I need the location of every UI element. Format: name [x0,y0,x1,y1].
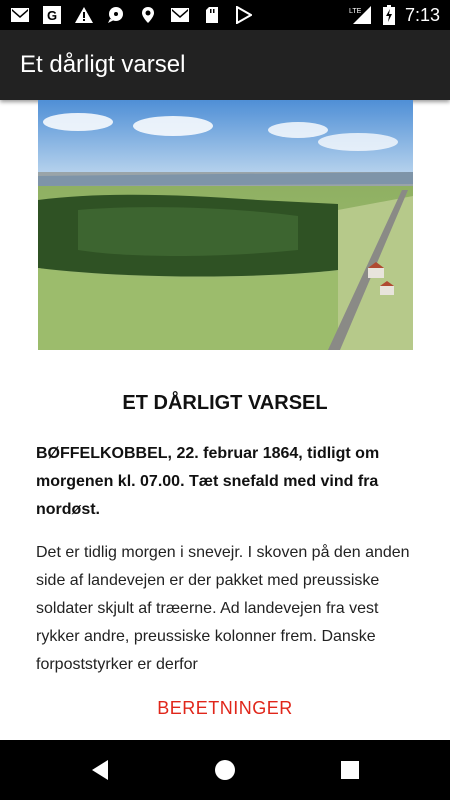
battery-charging-icon [383,5,395,25]
location-icon [138,5,158,25]
g-icon [42,5,62,25]
app-bar [0,30,450,100]
status-time: 7:13 [404,5,440,25]
article-lead: BØFFELKOBBEL, 22. februar 1864, tidligt om morgenen kl. 07.00. Tæt snefald med vind fra nordøst. [36,445,380,518]
play-store-icon [234,5,254,25]
recents-icon[interactable] [338,758,362,782]
svg-text:LTE: LTE [348,8,362,15]
gmail-icon [10,5,30,25]
back-icon[interactable] [88,758,112,782]
gmail-icon [170,5,190,25]
landscape-photo [38,100,413,350]
home-icon[interactable] [213,758,237,782]
navigation-bar [0,740,450,800]
accounts-link[interactable]: BERETNINGER [157,698,293,718]
chat-icon [106,5,126,25]
notification-icons [10,5,254,25]
warning-icon [74,5,94,25]
article-body: Det er tidlig morgen i snevejr. I skoven på den anden side af landevejen er der pakket med preussiske soldater skjult af træerne. Ad landevejen fra vest rykker andre, preussiske kolonner frem. Danske forpoststyrker er derfor [36,544,410,673]
svg-text:G: G [47,8,58,23]
lte-signal-icon [349,5,373,25]
page-title: Et dårligt varsel [20,51,186,78]
sd-card-icon [202,5,222,25]
article-heading: ET DÅRLIGT VARSEL [122,392,328,414]
status-bar [0,0,450,30]
system-icons [349,5,440,25]
article-scroll-area[interactable] [0,100,450,685]
